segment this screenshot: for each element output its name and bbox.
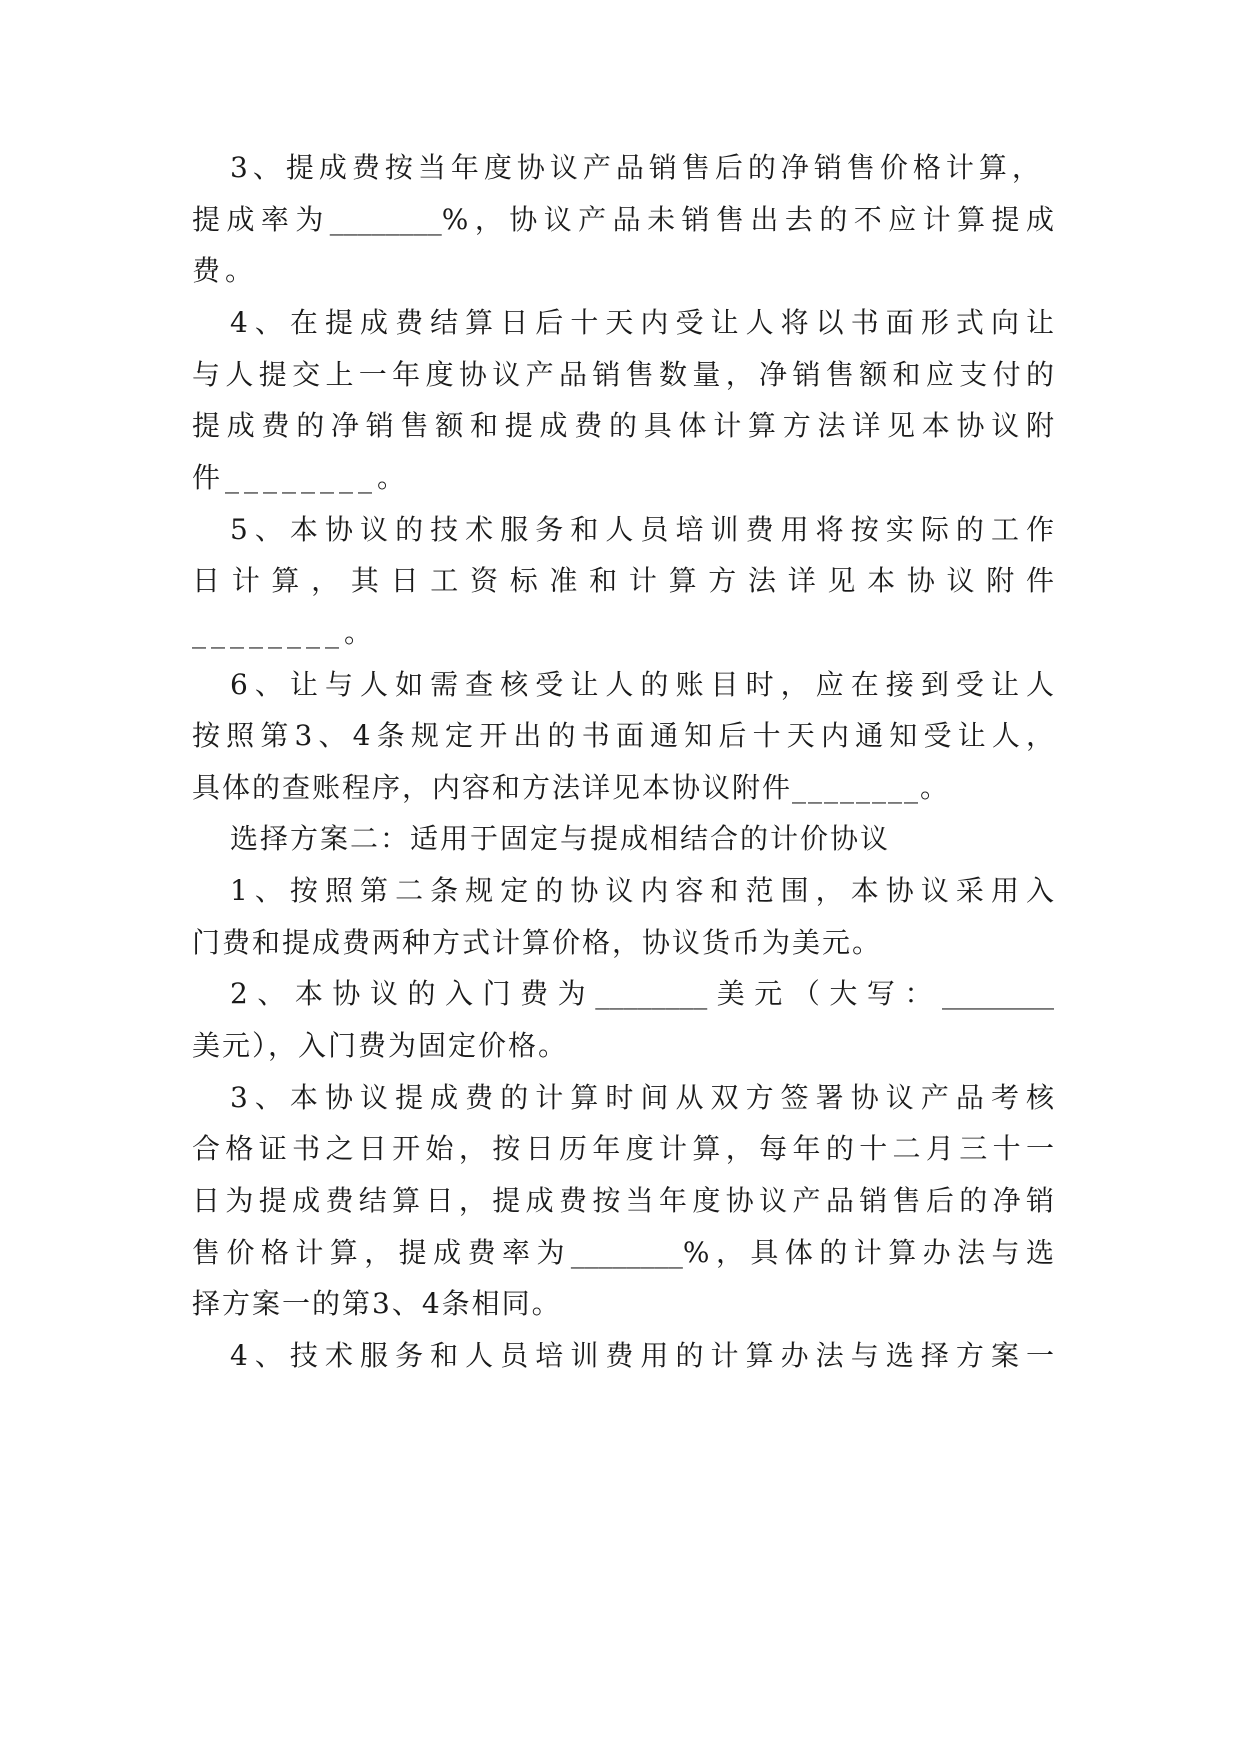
- text-line: 3、提成费按当年度协议产品销售后的净销售价格计算，: [230, 151, 1045, 184]
- text-line: 择方案一的第3、4条相同。: [192, 1287, 562, 1320]
- text-line: 日计算，其日工资标准和计算方法详见本协议附件: [192, 564, 1054, 597]
- text-line: 件________。: [192, 461, 411, 494]
- text-line: 日为提成费结算日，提成费按当年度协议产品销售后的净销: [192, 1184, 1054, 1217]
- text-line: 美元），入门费为固定价格。: [192, 1029, 569, 1062]
- text-line: 具体的查账程序，内容和方法详见本协议附件________。: [192, 771, 951, 804]
- text-line: 费。: [192, 254, 259, 287]
- text-line: ________。: [192, 616, 378, 649]
- text-line: 合格证书之日开始，按日历年度计算，每年的十二月三十一: [192, 1132, 1054, 1165]
- text-line: 3、本协议提成费的计算时间从双方签署协议产品考核: [230, 1081, 1054, 1114]
- text-line: 按照第3、4条规定开出的书面通知后十天内通知受让人，: [192, 719, 1054, 752]
- text-line: 1、按照第二条规定的协议内容和范围，本协议采用入: [230, 874, 1054, 907]
- text-line: 提成费的净销售额和提成费的具体计算方法详见本协议附: [192, 409, 1054, 442]
- text-line: 5、本协议的技术服务和人员培训费用将按实际的工作: [230, 513, 1054, 546]
- text-line: 门费和提成费两种方式计算价格，协议货币为美元。: [192, 926, 883, 959]
- text-line: 4、在提成费结算日后十天内受让人将以书面形式向让: [230, 306, 1054, 339]
- text-line: 4、技术服务和人员培训费用的计算办法与选择方案一: [230, 1339, 1054, 1372]
- text-line: 6、让与人如需查核受让人的账目时，应在接到受让人: [230, 668, 1054, 701]
- section-heading: 选择方案二：适用于固定与提成相结合的计价协议: [230, 822, 891, 855]
- text-line: 与人提交上一年度协议产品销售数量，净销售额和应支付的: [192, 358, 1054, 391]
- text-line: 2、本协议的入门费为________美元（大写：________: [230, 977, 1054, 1010]
- text-line: 提成率为________%，协议产品未销售出去的不应计算提成: [192, 203, 1054, 236]
- text-line: 售价格计算，提成费率为________%，具体的计算办法与选: [192, 1236, 1054, 1269]
